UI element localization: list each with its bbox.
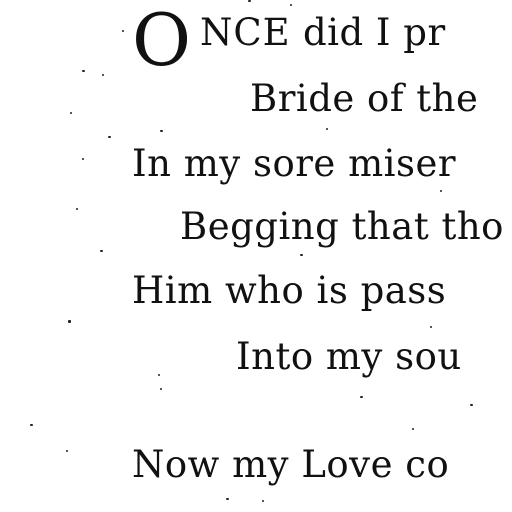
scan-speck <box>300 254 303 256</box>
scan-speck <box>158 374 160 376</box>
poem-line-7: Now my Love co <box>132 443 450 486</box>
scan-speck <box>430 326 432 328</box>
poem-line-2: Bride of the <box>250 77 479 120</box>
scan-speck <box>100 250 103 252</box>
poem-line-1-text: did I pr <box>290 11 446 54</box>
poem-line-1-caps: NCE <box>200 11 291 54</box>
scan-speck <box>290 4 292 6</box>
scan-speck <box>30 424 33 426</box>
drop-cap-letter: O <box>132 0 192 82</box>
scan-speck <box>326 128 328 130</box>
scan-speck <box>70 112 72 114</box>
scan-speck <box>108 136 111 138</box>
scan-speck <box>360 396 363 398</box>
poem-line-6: Into my sou <box>236 335 462 378</box>
poem-line-4: Begging that tho <box>180 205 504 248</box>
scan-speck <box>68 320 71 323</box>
scan-speck <box>76 208 78 210</box>
scan-speck <box>440 190 442 192</box>
poem-line-1 <box>200 11 446 54</box>
scan-speck <box>82 70 85 72</box>
scan-speck <box>66 450 68 452</box>
scan-speck <box>82 158 84 160</box>
scan-speck <box>470 404 473 406</box>
scan-speck <box>226 498 229 500</box>
scan-speck <box>248 0 251 2</box>
scan-speck <box>262 500 264 502</box>
scan-speck <box>412 428 414 430</box>
poem-line-3: In my sore miser <box>132 142 457 185</box>
poem-line-5: Him who is pass <box>132 269 447 312</box>
scan-speck <box>102 74 104 76</box>
scan-speck <box>122 30 124 32</box>
scan-speck <box>160 130 163 132</box>
scan-speck <box>160 388 162 390</box>
